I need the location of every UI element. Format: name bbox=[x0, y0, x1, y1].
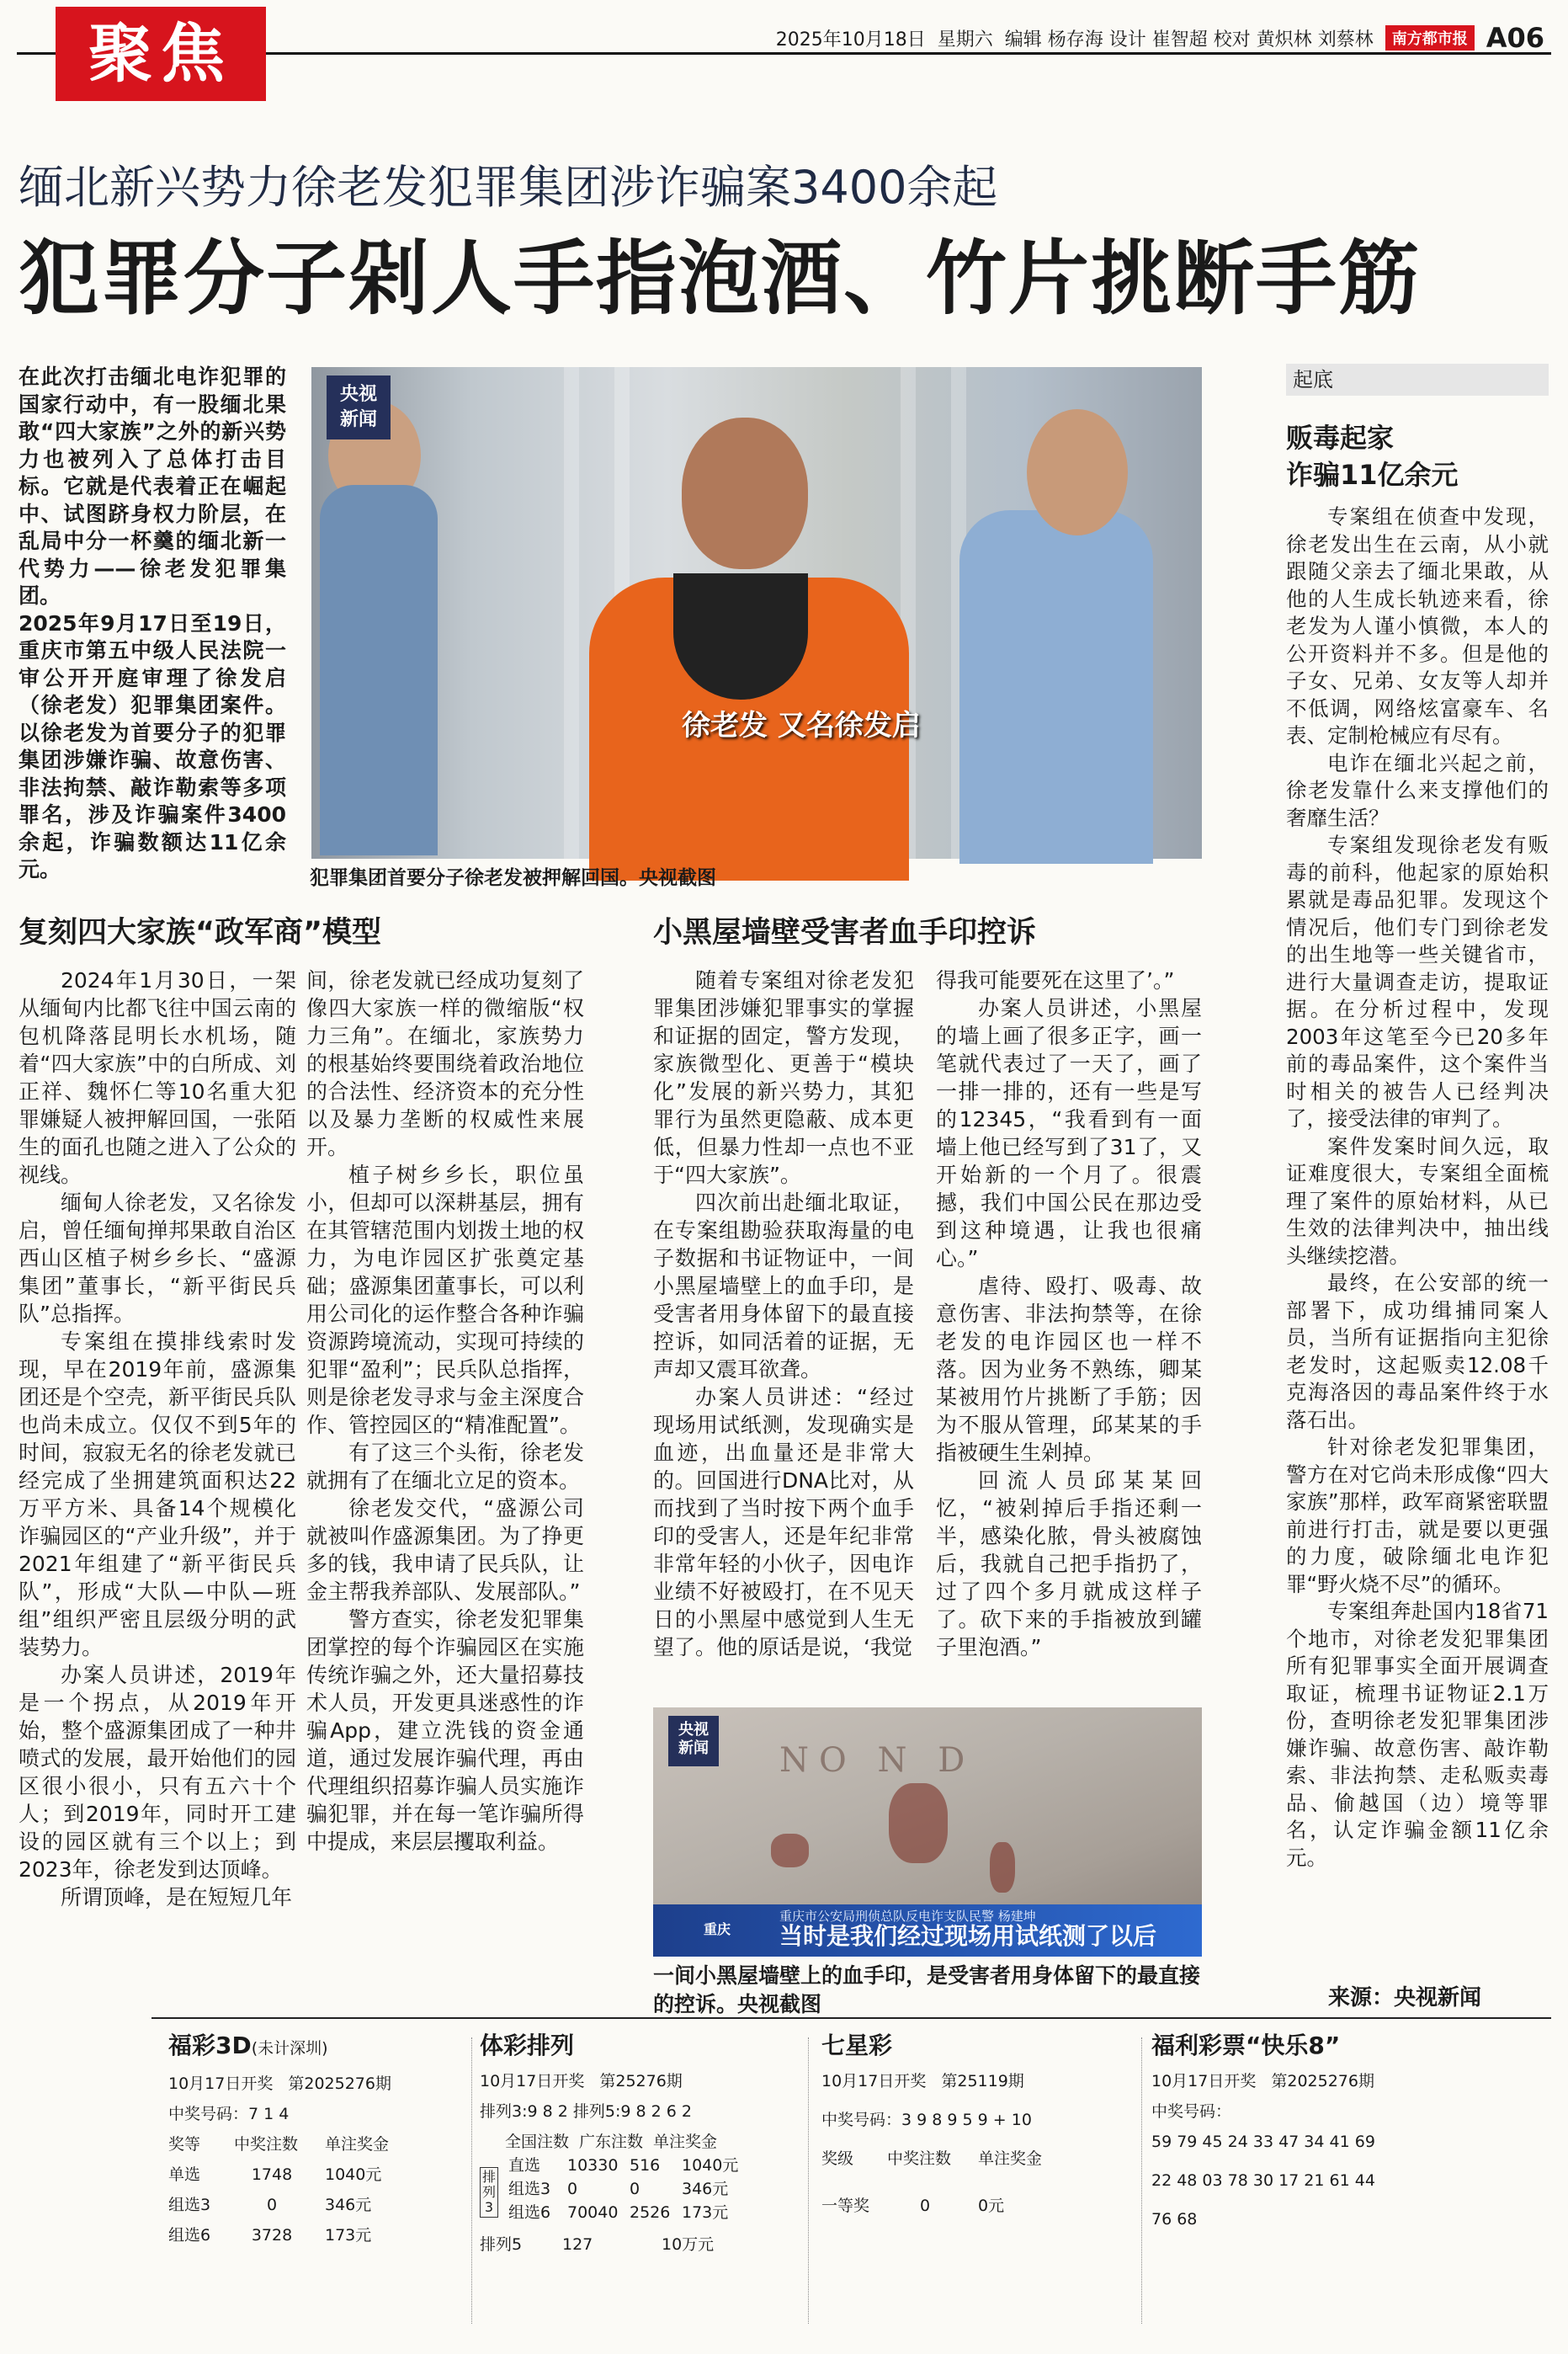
table-row: 组选3 0 0 346元 bbox=[508, 2180, 729, 2198]
ticker-location: 重庆 bbox=[704, 1921, 731, 1937]
table-row: 直选 10330 516 1040元 bbox=[508, 2156, 739, 2175]
table-row: 奖等 中奖注数 单注奖金 bbox=[168, 2135, 390, 2154]
lottery-divider bbox=[1141, 2037, 1142, 2324]
section-heading: 复刻四大家族“政军商”模型 bbox=[19, 916, 382, 950]
sidebar-paragraph: 专案组发现徐老发有贩毒的前科，他起家的原始积累就是毒品犯罪。发现这个情况后，他们专门到徐老发的出生地等一些关键省市，进行大量调查走访，提取证据。在分析过程中，发现2003年这笔至今已20多年前的毒品案件，这个案件当时相关的被告人已经判决了，接受法律的审判了。 bbox=[1286, 833, 1549, 1131]
headline-title: 犯罪分子剁人手指泡酒、竹片挑断手筋 bbox=[19, 232, 1421, 326]
article-paragraph: 有了这三个头衔，徐老发就拥有了在缅北立足的资本。 bbox=[306, 1441, 584, 1493]
article-paragraph: 缅甸人徐老发，又名徐发启，曾任缅甸掸邦果敢自治区西山区植子树乡乡长、“盛源集团”董事长，“新平街民兵队”总指挥。 bbox=[19, 1190, 296, 1326]
article-column bbox=[653, 967, 914, 1691]
credits: 编辑 杨存海 设计 崔智超 校对 黄炽林 刘蔡林 bbox=[1004, 29, 1374, 51]
winning-numbers: 22 48 03 78 30 17 21 61 44 bbox=[1151, 2171, 1375, 2190]
winning-numbers: 中奖号码：3 9 8 9 5 9 + 10 bbox=[821, 2111, 1032, 2129]
table-row: 奖级 中奖注数 单注奖金 bbox=[821, 2149, 1043, 2168]
weekday: 星期六 bbox=[937, 29, 993, 51]
officer-figure bbox=[1027, 409, 1128, 535]
table-row: 组选6 70040 2526 173元 bbox=[508, 2203, 729, 2222]
winning-numbers: 中奖号码：7 1 4 bbox=[168, 2105, 290, 2123]
blood-handprint bbox=[889, 1783, 948, 1863]
issue-date: 2025年10月18日 bbox=[775, 29, 926, 51]
blood-handprint bbox=[990, 1842, 1015, 1893]
article-paragraph: 专案组在摸排线索时发现，早在2019年前，盛源集团还是个空壳，新平街民兵队也尚未成立。仅仅不到5年的时间，寂寂无名的徐老发就已经完成了坐拥建筑面积达22万平方米、具备14个规模化诈骗园区的“产业升级”，并于2021年组建了“新平街民兵队”，形成“大队—中队—班组”组织严密且层级分明的武装势力。 bbox=[19, 1329, 296, 1659]
cctv-news-logo: 央视 新闻 bbox=[327, 375, 391, 439]
sidebar-title: 贩毒起家 诈骗11亿余元 bbox=[1286, 422, 1459, 491]
article-column bbox=[306, 967, 584, 2019]
headline-subtitle: 缅北新兴势力徐老发犯罪集团涉诈骗案3400余起 bbox=[19, 161, 998, 214]
cctv-news-logo: 央视 新闻 bbox=[668, 1716, 719, 1766]
photo-caption: 一间小黑屋墙壁上的血手印，是受害者用身体留下的最直接的控诉。央视截图 bbox=[653, 1963, 1201, 2016]
article-column bbox=[19, 967, 296, 2019]
page-meta bbox=[776, 22, 1544, 54]
lottery-title: 福利彩票“快乐8” bbox=[1151, 2032, 1341, 2059]
photo-suspect-escort bbox=[311, 367, 1202, 859]
article-paragraph: 警方查实，徐老发犯罪集团掌控的每个诈骗园区在实施传统诈骗之外，还大量招募技术人员，开发更具迷惑性的诈骗App，建立洗钱的资金通道，通过发展诈骗代理，再由代理组织招募诈骗人员实施诈骗犯罪，并在每一笔诈骗所得中提成，来层层攫取利益。 bbox=[306, 1607, 584, 1854]
sidebar-column bbox=[1286, 503, 1549, 1952]
lottery-note: (未计深圳) bbox=[251, 2039, 328, 2058]
article-paragraph: 虐待、殴打、吸毒、故意伤害、非法拘禁等，在徐老发的电诈园区也一样不落。因为业务不熟练，卿某某被用竹片挑断了手筋；因为不服从管理，邱某某的手指被硬生生剁掉。 bbox=[936, 1274, 1202, 1465]
article-paragraph: 办案人员讲述：“经过现场用试纸测，发现确实是血迹，出血量还是非常大的。回国进行DNA比对，从而找到了当时按下两个血手印的受害人，还是年纪非常非常年轻的小伙子，因电诈业绩不好被殴打，在不见天日的小黑屋中感觉到人生无望了。他的原话是说，‘我觉 bbox=[653, 1385, 914, 1659]
wall-writing: NO N D bbox=[779, 1741, 975, 1780]
intro-paragraph: 2025年9月17日至19日，重庆市第五中级人民法院一审公开开庭审理了徐发启（徐老发）犯罪集团案件。以徐老发为首要分子的犯罪集团涉嫌诈骗、故意伤害、非法拘禁、敲诈勒索等多项罪名，涉及诈骗案件3400余起，诈骗数额达11亿余元。 bbox=[19, 610, 286, 881]
page-number: A06 bbox=[1486, 22, 1544, 54]
sidebar-paragraph: 电诈在缅北兴起之前，徐老发靠什么来支撑他们的奢靡生活？ bbox=[1286, 750, 1549, 830]
article-paragraph: 徐老发交代，“盛源公司就被叫作盛源集团。为了挣更多的钱，我申请了民兵队，让金主帮我养部队、发展部队。” bbox=[306, 1496, 584, 1604]
intro-paragraph: 在此次打击缅北电诈犯罪的国家行动中，有一股缅北果敢“四大家族”之外的新兴势力也被列入了总体打击目标。它就是代表着正在崛起中、试图跻身权力阶层，在乱局中分一杯羹的缅北新一代势力——徐老发犯罪集团。 bbox=[19, 365, 286, 608]
lottery-qxc: 七星彩 10月17日开奖 第25119期 中奖号码：3 9 8 9 5 9 + 10 奖级 中奖注数 单注奖金 一等奖 0 0元 bbox=[821, 2037, 1141, 2228]
article-column bbox=[936, 967, 1202, 1691]
lottery-title: 福彩3D bbox=[168, 2032, 252, 2059]
article-paragraph: 随着专案组对徐老发犯罪集团涉嫌犯罪事实的掌握和证据的固定，警方发现，家族微型化、更善于“模块化”发展的新兴势力，其犯罪行为虽然更隐蔽、成本更低，但暴力性却一点也不亚于“四大家族”。 bbox=[653, 968, 914, 1187]
lottery-kl8: 福利彩票“快乐8” 10月17日开奖 第2025276期 中奖号码： 59 79 45 24 33 47 34 41 69 22 48 03 78 30 17 21 61 44 76 68 bbox=[1151, 2032, 1375, 2229]
section-tag: 聚焦 bbox=[56, 7, 266, 101]
article-paragraph: 植子树乡乡长，职位虽小，但却可以深耕基层，拥有在其管辖范围内划拨土地的权力，为电诈园区扩张奠定基础；盛源集团董事长，可以利用公司化的运作整合各种诈骗资源跨境流动，实现可持续的犯罪“盈利”；民兵队总指挥，则是徐老发寻求与金主深度合作、管控园区的“精准配置”。 bbox=[306, 1163, 584, 1437]
table-row: 单选 1748 1040元 bbox=[168, 2165, 382, 2184]
article-paragraph: 得我可能要死在这里了’。” bbox=[936, 968, 1175, 993]
article-paragraph: 四次前出赴缅北取证，在专案组勘验获取海量的电子数据和书证物证中，一间小黑屋墙壁上的血手印，是受害者用身体留下的最直接控诉，如同活着的证据，无声却又震耳欲聋。 bbox=[653, 1190, 914, 1382]
sidebar-paragraph: 案件发案时间久远，取证难度很大，专案组全面梳理了案件的原始材料，从已生效的法律判决中，抽出线头继续挖潜。 bbox=[1286, 1133, 1549, 1268]
lottery-rule bbox=[151, 2017, 1551, 2019]
suspect-figure bbox=[682, 418, 808, 569]
lottery-pl: 体彩排列 10月17日开奖 第25276期 排列3:9 8 2 排列5:9 8 2 6 2 全国注数 广东注数 单注奖金 排列3 直选 10330 516 1040元 组选3 0 0 346元 组选6 70040 2526 173元 排列5 127 10万元 bbox=[480, 2037, 800, 2266]
ticker-subtitle: 当时是我们经过现场用试纸测了以后 bbox=[779, 1922, 1157, 1950]
lottery-divider bbox=[808, 2037, 809, 2324]
winning-numbers: 76 68 bbox=[1151, 2210, 1198, 2229]
sidebar-paragraph: 最终，在公安部的统一部署下，成功缉捕同案人员，当所有证据指向主犯徐老发时，这起贩卖12.08千克海洛因的毒品案件终于水落石出。 bbox=[1286, 1270, 1549, 1432]
lottery-title: 体彩排列 bbox=[480, 2032, 575, 2059]
table-row: 全国注数 广东注数 单注奖金 bbox=[505, 2133, 718, 2151]
winning-numbers: 排列3:9 8 2 排列5:9 8 2 6 2 bbox=[480, 2102, 692, 2121]
table-row: 一等奖 0 0元 bbox=[821, 2197, 1005, 2215]
side-label: 排列3 bbox=[480, 2167, 498, 2218]
section-heading: 小黑屋墙壁受害者血手印控诉 bbox=[653, 916, 1037, 950]
source-credit: 来源：央视新闻 bbox=[1328, 1985, 1482, 2010]
sidebar-paragraph: 专案组在侦查中发现，徐老发出生在云南，从小就跟随父亲去了缅北果敢，从他的人生成长轨迹来看，徐老发为人谨小慎微，本人的公开资料并不多。但是他的子女、兄弟、女友等人却并不低调，网络炫富豪车、名表、定制枪械应有尽有。 bbox=[1286, 504, 1549, 748]
sidebar-tag: 起底 bbox=[1286, 364, 1549, 396]
lottery-fc3d: 福彩3D(未计深圳) 10月17日开奖 第2025276期 中奖号码：7 1 4 奖等 中奖注数 单注奖金 单选 1748 1040元 组选3 0 346元 组选6 3728 173元 bbox=[168, 2037, 471, 2257]
officer-figure bbox=[959, 510, 1153, 864]
article-paragraph: 办案人员讲述，2019年是一个拐点，从2019年开始，整个盛源集团成了一种井喷式的发展，最开始他们的园区很小很小，只有五六十个人；到2019年，同时开工建设的园区就有三个以上；到2023年，徐老发到达顶峰。 bbox=[19, 1663, 296, 1882]
lottery-divider bbox=[471, 2037, 472, 2324]
photo-blood-handprint bbox=[653, 1707, 1202, 1957]
lottery-title: 七星彩 bbox=[821, 2032, 893, 2059]
table-row: 组选3 0 346元 bbox=[168, 2196, 372, 2214]
table-row: 组选6 3728 173元 bbox=[168, 2226, 372, 2245]
officer-figure bbox=[320, 485, 438, 855]
article-paragraph: 所谓顶峰，是在短短几年 bbox=[61, 1885, 293, 1909]
table-row: 排列5 127 10万元 bbox=[480, 2235, 715, 2254]
ticker-speaker: 重庆市公安局刑侦总队反电诈支队民警 杨建坤 bbox=[779, 1909, 1036, 1924]
photo-overlay-text: 徐老发 又名徐发启 bbox=[682, 709, 921, 743]
article-paragraph: 间，徐老发就已经成功复刻了像四大家族一样的微缩版“权力三角”。在缅北，家族势力的根基始终要围绕着政治地位的合法性、经济资本的充分性以及暴力垄断的权威性来展开。 bbox=[306, 968, 584, 1159]
photo-caption: 犯罪集团首要分子徐老发被押解回国。央视截图 bbox=[310, 867, 716, 889]
winning-numbers: 59 79 45 24 33 47 34 41 69 bbox=[1151, 2133, 1375, 2151]
article-paragraph: 回流人员邱某某回忆，“被剁掉后手指还剩一半，感染化脓，骨头被腐蚀后，我就自己把手指扔了，过了四个多月就成这样子了。砍下来的手指被放到罐子里泡酒。” bbox=[936, 1468, 1202, 1659]
intro-column bbox=[19, 364, 286, 881]
blood-handprint bbox=[771, 1834, 809, 1867]
sidebar-paragraph: 针对徐老发犯罪集团，警方在对它尚未形成像“四大家族”那样，政军商紧密联盟前进行打击，就是要以更强的力度，破除缅北电诈犯罪“野火烧不尽”的循环。 bbox=[1286, 1435, 1549, 1596]
paper-logo: 南方都市报 bbox=[1385, 25, 1475, 51]
sidebar-paragraph: 专案组奔赴国内18省71个地市，对徐老发犯罪集团所有犯罪事实全面开展调查取证，梳理书证物证2.1万份，查明徐老发犯罪集团涉嫌诈骗、故意伤害、敲诈勒索、非法拘禁、走私贩卖毒品、偷越国（边）境等罪名，认定诈骗金额11亿余元。 bbox=[1286, 1599, 1549, 1870]
article-paragraph: 办案人员讲述，小黑屋的墙上画了很多正字，画一笔就代表过了一天了，画了一排一排的，还有一些是写的12345，“我看到有一面墙上他已经写到了31了，又开始新的一个月了。很震撼，我们中国公民在那边受到这种境遇，让我也很痛心。” bbox=[936, 996, 1202, 1270]
article-paragraph: 2024年1月30日，一架从缅甸内比都飞往中国云南的包机降落昆明长水机场，随着“四大家族”中的白所成、刘正祥、魏怀仁等10名重大犯罪嫌疑人被押解回国，一张陌生的面孔也随之进入了公众的视线。 bbox=[19, 968, 296, 1187]
